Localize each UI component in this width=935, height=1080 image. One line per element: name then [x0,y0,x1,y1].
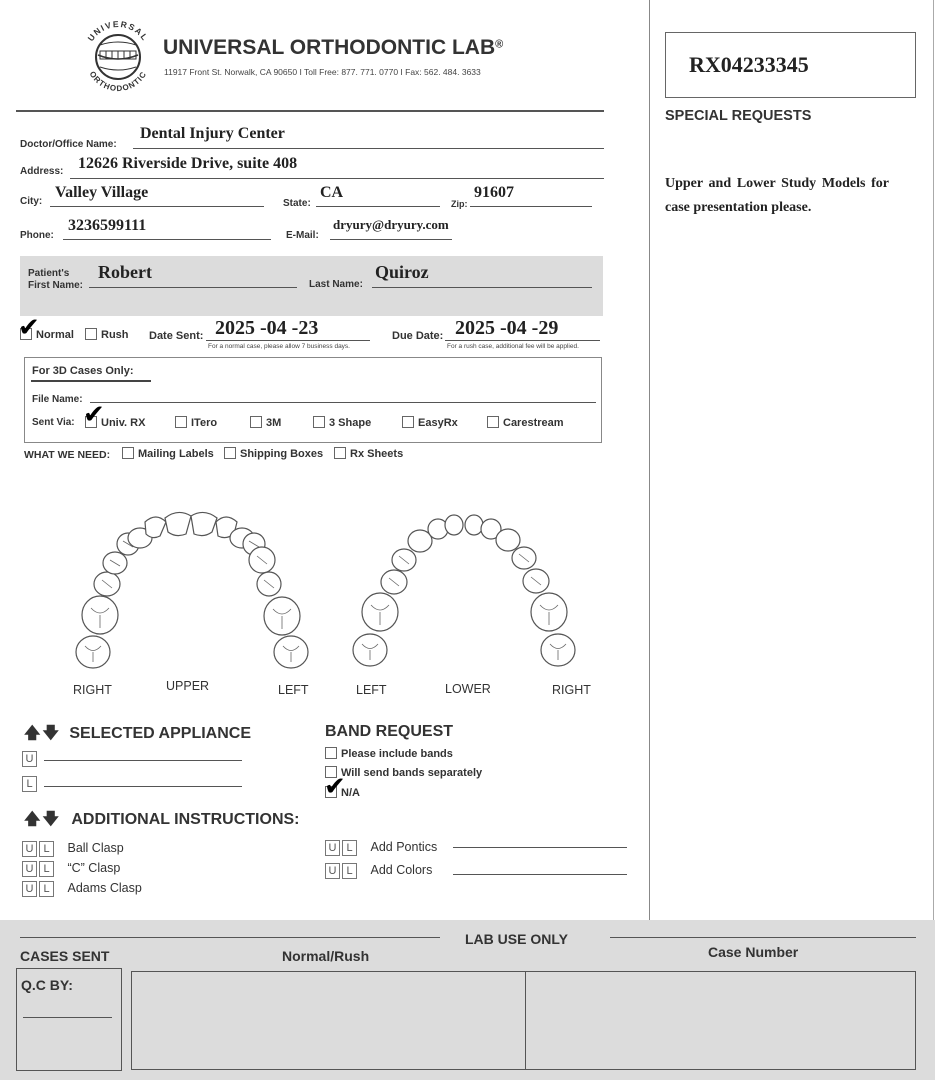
last-name-label: Last Name: [309,279,363,290]
selected-appliance-title: 🡅 🡇 SELECTED APPLIANCE [24,725,252,742]
band-separate-checkbox[interactable]: Will send bands separately [325,767,482,779]
c-clasp-row[interactable]: U L “C” Clasp [22,861,120,877]
sent-via-itero[interactable]: ITero [175,417,217,429]
zip-label: Zip: [451,199,468,209]
band-include-checkbox[interactable]: Please include bands [325,748,453,760]
email-value[interactable]: dryury@dryury.com [333,217,449,232]
adams-clasp-row[interactable]: U L Adams Clasp [22,881,142,897]
svg-text:ORTHODONTIC: ORTHODONTIC [87,69,149,94]
sent-via-3m[interactable]: 3M [250,417,281,429]
upper-arch-chart[interactable] [60,500,320,680]
band-na-check-mark: ✔ [324,772,346,802]
band-request-title: BAND REQUEST [325,723,454,740]
logo [78,15,158,99]
down-arrow-icon: 🡇 [42,725,59,742]
special-requests-text[interactable]: Upper and Lower Study Models for case presentation please. [665,176,889,215]
what-we-need-label: WHAT WE NEED: [24,449,111,461]
lab-title: UNIVERSAL ORTHODONTIC LAB® [163,36,504,59]
zip-value[interactable]: 91607 [474,184,514,201]
band-na-checkbox[interactable]: N/A [325,787,360,799]
doctor-name-label: Doctor/Office Name: [20,139,117,150]
address-value[interactable]: 12626 Riverside Drive, suite 408 [78,155,298,172]
lab-use-rule-left [20,937,440,938]
city-value[interactable]: Valley Village [55,184,149,201]
last-name-value[interactable]: Quiroz [375,262,429,282]
rx-number: RX04233345 [689,52,809,77]
cases-sent-label: CASES SENT [20,948,110,964]
upper-right-label: RIGHT [73,683,112,697]
first-name-label-2: First Name: [28,280,84,291]
up-arrow-icon: 🡅 [24,725,41,742]
phone-value[interactable]: 3236599111 [68,217,147,234]
lab-use-rule-right [610,937,916,938]
svg-text:UNIVERSAL: UNIVERSAL [85,18,151,44]
appliance-upper-row[interactable]: U [22,749,39,767]
normal-rush-box[interactable] [131,971,526,1070]
email-label: E-Mail: [286,230,319,241]
normal-rush-label: Normal/Rush [282,948,370,964]
column-divider [649,0,650,920]
lower-right-label: RIGHT [552,683,591,697]
due-date-note: For a rush case, additional fee will be applied. [447,343,579,350]
sent-via-label: Sent Via: [32,417,75,428]
lab-use-title: LAB USE ONLY [465,931,568,947]
due-date-value[interactable]: 2025 -04 -29 [455,317,559,339]
special-requests-title: SPECIAL REQUESTS [665,108,812,124]
lower-arch-chart[interactable] [348,500,598,680]
header-rule [16,110,604,112]
first-name-value[interactable]: Robert [98,262,152,282]
normal-checkbox[interactable]: Normal [20,329,74,341]
need-mailing-labels[interactable]: Mailing Labels [122,448,214,460]
add-pontics-row[interactable]: U L Add Pontics [325,840,437,856]
outer-right-border [933,0,934,920]
add-colors-row[interactable]: U L Add Colors [325,863,432,879]
address-label: Address: [20,166,64,177]
state-value[interactable]: CA [320,184,344,201]
sent-via-3shape[interactable]: 3 Shape [313,417,371,429]
lower-label: LOWER [445,682,491,696]
case-number-box[interactable] [525,971,916,1070]
due-date-label: Due Date: [392,330,444,342]
appliance-lower-row[interactable]: L [22,774,39,792]
3d-cases-title: For 3D Cases Only: [32,365,134,377]
ball-clasp-row[interactable]: U L Ball Clasp [22,841,124,857]
down-arrow-icon: 🡇 [42,811,59,828]
up-arrow-icon: 🡅 [24,811,41,828]
univ-rx-check-mark: ✔ [83,400,105,430]
file-name-label: File Name: [32,394,83,405]
additional-instructions-title: 🡅 🡇 ADDITIONAL INSTRUCTIONS: [24,811,300,828]
sent-via-univ-rx[interactable]: Univ. RX [85,417,145,429]
doctor-name-value[interactable]: Dental Injury Center [140,125,285,142]
normal-check-mark: ✔ [18,313,40,343]
phone-label: Phone: [20,230,54,241]
case-number-label: Case Number [708,944,799,960]
sent-via-carestream[interactable]: Carestream [487,417,564,429]
state-label: State: [283,198,311,209]
need-rx-sheets[interactable]: Rx Sheets [334,448,403,460]
first-name-label-1: Patient's [28,268,70,279]
date-sent-note: For a normal case, please allow 7 business days. [208,343,350,350]
qc-by-label: Q.C BY: [21,977,73,993]
sent-via-easyrx[interactable]: EasyRx [402,417,458,429]
upper-label: UPPER [166,679,210,693]
rush-checkbox[interactable]: Rush [85,329,129,341]
date-sent-label: Date Sent: [149,330,204,342]
3d-cases-title-rule [31,380,151,382]
lower-left-label: LEFT [356,683,387,697]
need-shipping-boxes[interactable]: Shipping Boxes [224,448,323,460]
date-sent-value[interactable]: 2025 -04 -23 [215,317,319,339]
upper-left-label: LEFT [278,683,309,697]
city-label: City: [20,196,43,207]
lab-contact: 11917 Front St. Norwalk, CA 90650 I Toll Free: 877. 771. 0770 I Fax: 562. 484. 3633 [164,67,481,77]
